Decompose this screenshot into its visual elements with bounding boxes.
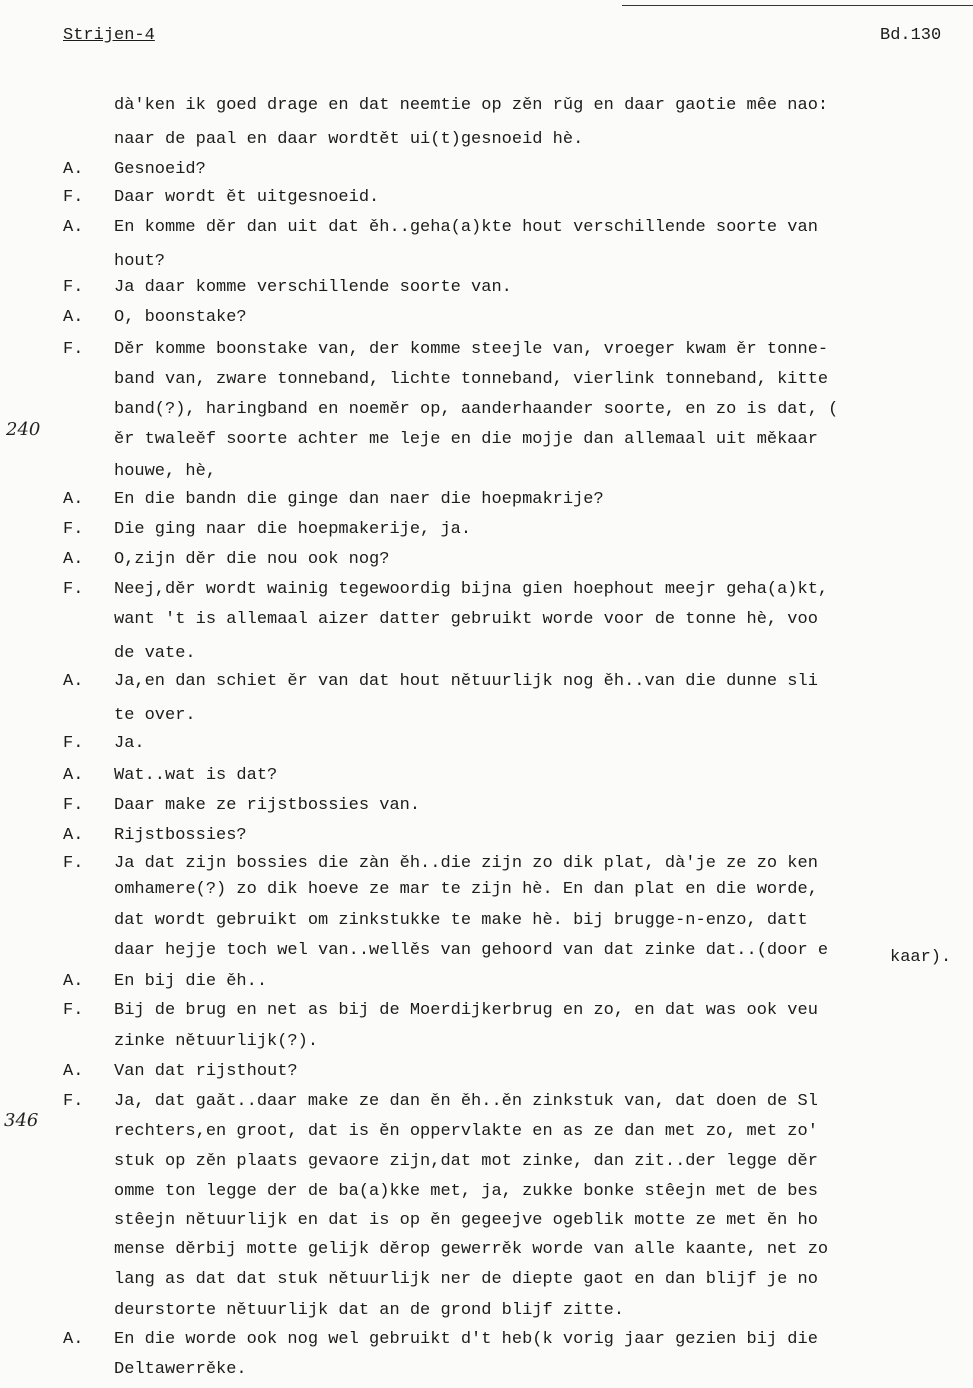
- speaker-label: F.: [63, 734, 84, 753]
- transcript-line: band(?), haringband en noeměr op, aanderhaander soorte, en zo is dat, (: [114, 400, 839, 419]
- transcript-line: O,zijn děr die nou ook nog?: [114, 550, 390, 569]
- transcript-line: omme ton legge der de ba(a)kke met, ja, zukke bonke stêejn met de bes: [114, 1182, 818, 1201]
- transcript-line: Die ging naar die hoepmakerije, ja.: [114, 520, 472, 539]
- transcript-line: lang as dat dat stuk nětuurlijk ner de diepte gaot en dan blijf je no: [114, 1270, 818, 1289]
- transcript-line: Daar wordt ět uitgesnoeid.: [114, 188, 380, 207]
- transcript-line: Ja, dat gaǎt..daar make ze dan ěn ěh..ěn zinkstuk van, dat doen de Sl: [114, 1092, 818, 1111]
- transcript-line: stuk op zěn plaats gevaore zijn,dat mot zinke, dan zit..der legge děr: [114, 1152, 818, 1171]
- speaker-label: A.: [63, 672, 84, 691]
- speaker-label: F.: [63, 1001, 84, 1020]
- transcript-line: Ja dat zijn bossies die zàn ěh..die zijn zo dik plat, dà'je ze zo ken: [114, 854, 818, 873]
- transcript-line: Gesnoeid?: [114, 160, 206, 179]
- margin-number: 240: [6, 419, 41, 440]
- transcript-line: En bij die ěh..: [114, 972, 268, 991]
- speaker-label: F.: [63, 340, 84, 359]
- speaker-label: F.: [63, 580, 84, 599]
- speaker-label: A.: [63, 1330, 84, 1349]
- transcript-line: Ja,en dan schiet ěr van dat hout nětuurlijk nog ěh..van die dunne sli: [114, 672, 818, 691]
- transcript-line: Deltawerrěke.: [114, 1360, 247, 1379]
- speaker-label: F.: [63, 1092, 84, 1111]
- speaker-label: A.: [63, 308, 84, 327]
- transcript-line: En komme děr dan uit dat ěh..geha(a)kte hout verschillende soorte van: [114, 218, 818, 237]
- transcript-line: dat wordt gebruikt om zinkstukke te make hè. bij brugge-n-enzo, datt: [114, 911, 808, 930]
- transcript-line: daar hejje toch wel van..wellěs van gehoord van dat zinke dat..(door e: [114, 941, 829, 960]
- transcript-line: Ja daar komme verschillende soorte van.: [114, 278, 512, 297]
- transcript-line: band van, zware tonneband, lichte tonneband, vierlink tonneband, kitte: [114, 370, 829, 389]
- transcript-line: ěr twaleěf soorte achter me leje en die mojje dan allemaal uit měkaar: [114, 430, 818, 449]
- speaker-label: F.: [63, 278, 84, 297]
- speaker-label: A.: [63, 766, 84, 785]
- speaker-label: A.: [63, 160, 84, 179]
- right-margin-note: kaar).: [890, 948, 952, 967]
- transcript-line: hout?: [114, 252, 166, 271]
- speaker-label: A.: [63, 550, 84, 569]
- speaker-label: F.: [63, 854, 84, 873]
- transcript-line: Van dat rijsthout?: [114, 1062, 298, 1081]
- transcript-line: mense děrbij motte gelijk děrop gewerrěk worde van alle kaante, net zo: [114, 1240, 829, 1259]
- transcript-line: Bij de brug en net as bij de Moerdijkerbrug en zo, en dat was ook veu: [114, 1001, 818, 1020]
- transcript-line: stêejn nětuurlijk en dat is op ěn gegeejve ogeblik motte ze met ěn ho: [114, 1211, 818, 1230]
- transcript-line: Rijstbossies?: [114, 826, 247, 845]
- transcript-line: houwe, hè,: [114, 462, 217, 481]
- margin-number: 346: [4, 1110, 39, 1131]
- transcript-line: Děr komme boonstake van, der komme steejle van, vroeger kwam ěr tonne-: [114, 340, 829, 359]
- speaker-label: A.: [63, 1062, 84, 1081]
- transcript-line: de vate.: [114, 644, 196, 663]
- page-header-right: Bd.130: [880, 26, 942, 45]
- speaker-label: F.: [63, 188, 84, 207]
- page-header-left: Strijen-4: [63, 26, 155, 45]
- top-rule: [622, 5, 973, 6]
- speaker-label: F.: [63, 520, 84, 539]
- transcript-line: O, boonstake?: [114, 308, 247, 327]
- speaker-label: A.: [63, 826, 84, 845]
- transcript-line: En die bandn die ginge dan naer die hoepmakrije?: [114, 490, 604, 509]
- transcript-line: deurstorte nětuurlijk dat an de grond blijf zitte.: [114, 1301, 625, 1320]
- transcript-line: rechters,en groot, dat is ěn oppervlakte en as ze dan met zo, met zo': [114, 1122, 818, 1141]
- transcript-line: want 't is allemaal aizer datter gebruikt worde voor de tonne hè, voo: [114, 610, 818, 629]
- transcript-line: omhamere(?) zo dik hoeve ze mar te zijn hè. En dan plat en die worde,: [114, 880, 818, 899]
- speaker-label: A.: [63, 218, 84, 237]
- transcript-line: te over.: [114, 706, 196, 725]
- speaker-label: F.: [63, 796, 84, 815]
- transcript-line: dà'ken ik goed drage en dat neemtie op zěn rǔg en daar gaotie mêe nao:: [114, 96, 829, 115]
- speaker-label: A.: [63, 490, 84, 509]
- speaker-label: A.: [63, 972, 84, 991]
- transcript-line: Wat..wat is dat?: [114, 766, 278, 785]
- transcript-line: Ja.: [114, 734, 145, 753]
- transcript-line: Neej,děr wordt wainig tegewoordig bijna gien hoephout meejr geha(a)kt,: [114, 580, 829, 599]
- transcript-line: Daar make ze rijstbossies van.: [114, 796, 421, 815]
- transcript-line: naar de paal en daar wordtět ui(t)gesnoeid hè.: [114, 130, 584, 149]
- transcript-line: En die worde ook nog wel gebruikt d't heb(k vorig jaar gezien bij die: [114, 1330, 818, 1349]
- transcript-line: zinke nětuurlijk(?).: [114, 1032, 319, 1051]
